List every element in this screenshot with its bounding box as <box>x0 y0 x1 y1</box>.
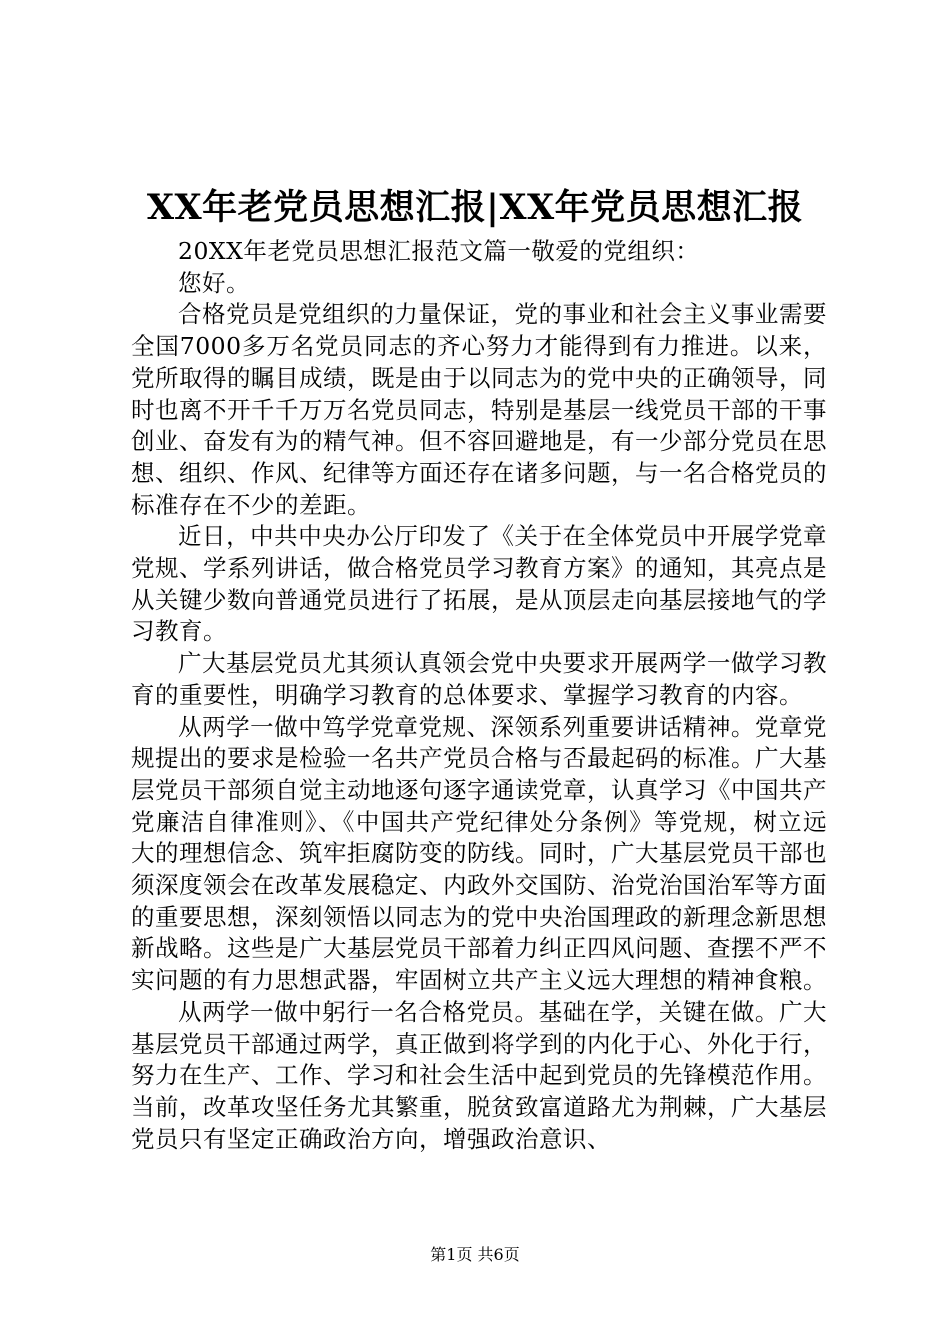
paragraph-salutation: 20XX年老党员思想汇报范文篇一敬爱的党组织： <box>178 237 700 265</box>
paragraph-greeting: 您好。 <box>178 268 250 297</box>
paragraph-body: 从两学一做中笃学党章党规、深领系列重要讲话精神。党章党规提出的要求是检验一名共产党员合格与否最起码的标准。广大基层党员干部须自觉主动地逐句逐字通读党章，认真学习《中国共产党廉洁自律准则》、《中国共产党纪律处分条例》等党规，树立远大的理想信念、筑牢拒腐防变的防线。同时，广大基层党员干部也须深度领会在改革发展稳定、内政外交国防、治党治国治军等方面的重要思想，深刻领悟以同志为的党中央治国理政的新理念新思想新战略。这些是广大基层党员干部着力纠正四风问题、查摆不严不实问题的有力思想武器，牢固树立共产主义远大理想的精神食粮。 <box>131 712 827 995</box>
paragraph-body: 广大基层党员尤其须认真领会党中央要求开展两学一做学习教育的重要性，明确学习教育的总体要求、掌握学习教育的内容。 <box>131 649 827 709</box>
document-title: XX年老党员思想汇报|XX年党员思想汇报 <box>146 187 804 228</box>
paragraph-body: 合格党员是党组织的力量保证，党的事业和社会主义事业需要全国7000多万名党员同志的齐心努力才能得到有力推进。以来，党所取得的瞩目成绩，既是由于以同志为的党中央的正确领导，同时也离不开千千万万名党员同志，特别是基层一线党员干部的干事创业、奋发有为的精气神。但不容回避地是，有一少部分党员在思想、组织、作风、纪律等方面还存在诸多问题，与一名合格党员的标准存在不少的差距。 <box>131 300 827 519</box>
document-body <box>131 236 827 1155</box>
page-number-footer: 第1页 共6页 <box>430 1245 520 1264</box>
paragraph-body: 从两学一做中躬行一名合格党员。基础在学，关键在做。广大基层党员干部通过两学，真正做到将学到的内化于心、外化于行，努力在生产、工作、学习和社会生活中起到党员的先锋模范作用。当前，改革攻坚任务尤其繁重，脱贫致富道路尤为荆棘，广大基层党员只有坚定正确政治方向，增强政治意识、 <box>131 997 827 1153</box>
paragraph-body: 近日，中共中央办公厅印发了《关于在全体党员中开展学党章党规、学系列讲话，做合格党员学习教育方案》的通知，其亮点是从关键少数向普通党员进行了拓展，是从顶层走向基层接地气的学习教育。 <box>131 522 827 646</box>
